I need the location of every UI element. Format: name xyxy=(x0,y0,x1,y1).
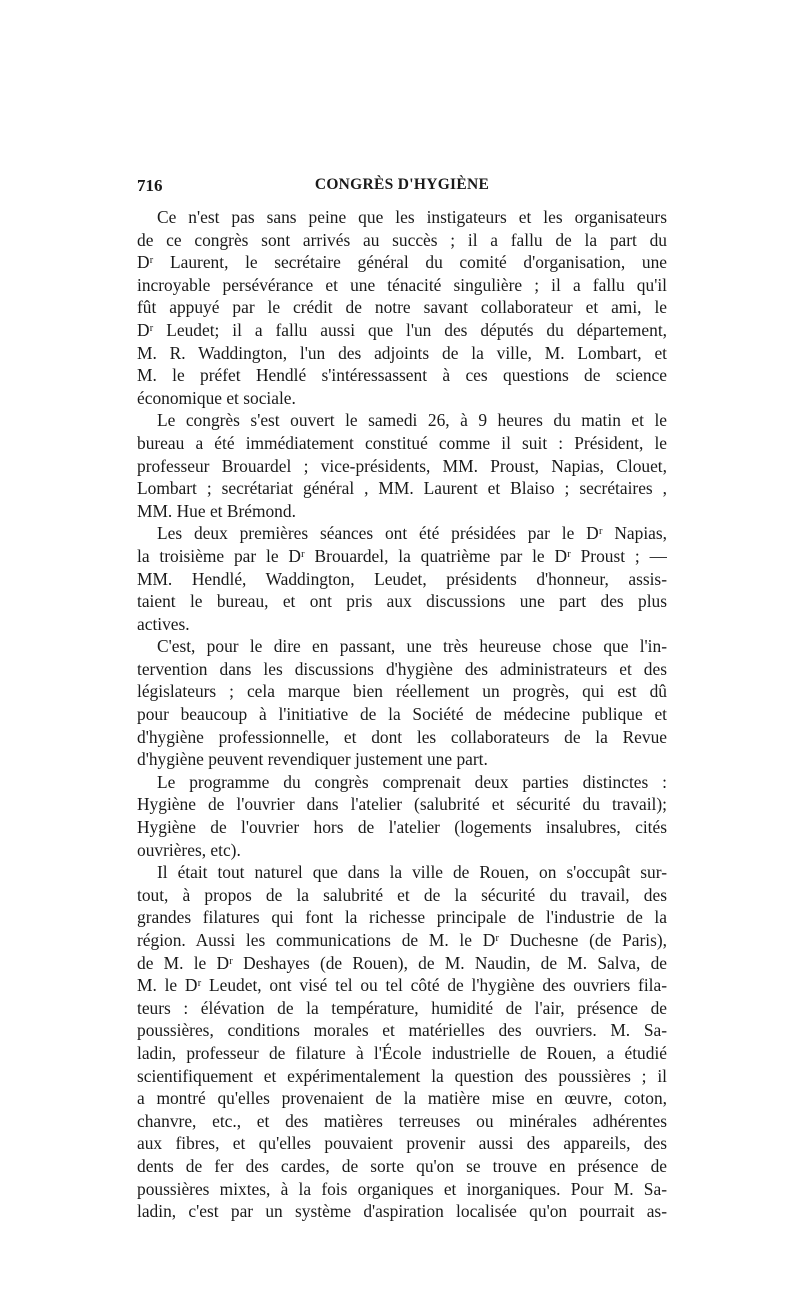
running-title: CONGRÈS D'HYGIÈNE xyxy=(314,176,490,193)
text-line: C'est, pour le dire en passant, une très heureuse chose que l'in- xyxy=(157,636,667,657)
text-line: fût appuyé par le crédit de notre savant collaborateur et ami, le xyxy=(137,297,667,318)
text-line: taient le bureau, et ont pris aux discussions une part des plus xyxy=(137,591,667,612)
text-line: grandes filatures qui font la richesse principale de l'industrie de la xyxy=(137,907,667,928)
page-number: 716 xyxy=(137,176,163,195)
body-text xyxy=(137,206,667,1223)
text-line: incroyable persévérance et une ténacité singulière ; il a fallu qu'il xyxy=(137,274,667,295)
text-line: pour beaucoup à l'initiative de la Société de médecine publique et xyxy=(137,704,667,725)
text-line: poussières, conditions morales et matérielles des ouvriers. M. Sa- xyxy=(137,1020,667,1041)
text-line: poussières mixtes, à la fois organiques et inorganiques. Pour M. Sa- xyxy=(137,1178,667,1199)
text-line: d'hygiène professionnelle, et dont les collaborateurs de la Revue xyxy=(137,726,667,747)
text-line: ladin, professeur de filature à l'École industrielle de Rouen, a étudié xyxy=(137,1042,667,1063)
text-line: région. Aussi les communications de M. le Dʳ Duchesne (de Paris), xyxy=(137,930,667,950)
text-line: tout, à propos de la salubrité et de la sécurité du travail, des xyxy=(137,884,667,905)
text-line: Dʳ Leudet; il a fallu aussi que l'un des députés du département, xyxy=(137,319,667,340)
text-line: Le programme du congrès comprenait deux parties distinctes : xyxy=(157,771,667,792)
text-line: professeur Brouardel ; vice-présidents, MM. Proust, Napias, Clouet, xyxy=(137,455,667,476)
text-line: de ce congrès sont arrivés au succès ; il a fallu de la part du xyxy=(137,229,667,250)
text-line: Lombart ; secrétariat général , MM. Laurent et Blaiso ; secrétaires , xyxy=(137,478,667,499)
text-line: tervention dans les discussions d'hygiène des administrateurs et des xyxy=(137,658,667,679)
text-line: a montré qu'elles provenaient de la matière mise en œuvre, coton, xyxy=(137,1088,667,1109)
text-line: chanvre, etc., et des matières terreuses ou minérales adhérentes xyxy=(137,1110,667,1131)
text-line: Hygiène de l'ouvrier dans l'atelier (salubrité et sécurité du travail); xyxy=(137,794,667,815)
text-line: d'hygiène peuvent revendiquer justement une part. xyxy=(137,749,488,770)
text-line: teurs : élévation de la température, humidité de l'air, présence de xyxy=(137,997,667,1018)
text-line: M. R. Waddington, l'un des adjoints de la ville, M. Lombart, et xyxy=(137,342,667,363)
running-head xyxy=(137,172,667,202)
text-line: M. le préfet Hendlé s'intéressassent à ces questions de science xyxy=(137,365,667,386)
text-line: Dʳ Laurent, le secrétaire général du comité d'organisation, une xyxy=(137,252,667,273)
text-line: M. le Dʳ Leudet, ont visé tel ou tel côté de l'hygiène des ouvriers fila- xyxy=(137,975,667,996)
text-line: la troisième par le Dʳ Brouardel, la quatrième par le Dʳ Proust ; — xyxy=(137,545,667,566)
text-line: dents de fer des cardes, de sorte qu'on se trouve en présence de xyxy=(137,1155,667,1176)
text-line: aux fibres, et qu'elles pouvaient provenir aussi des appareils, des xyxy=(137,1133,667,1154)
text-line: actives. xyxy=(137,613,190,634)
text-line: Les deux premières séances ont été présidées par le Dʳ Napias, xyxy=(157,523,667,544)
text-line: économique et sociale. xyxy=(137,387,296,408)
text-line: Hygiène de l'ouvrier hors de l'atelier (logements insalubres, cités xyxy=(137,817,667,838)
book-page xyxy=(137,172,667,1223)
text-line: de M. le Dʳ Deshayes (de Rouen), de M. Naudin, de M. Salva, de xyxy=(137,952,667,973)
text-line: ladin, c'est par un système d'aspiration localisée qu'on pourrait as- xyxy=(137,1201,667,1222)
text-line: législateurs ; cela marque bien réellement un progrès, qui est dû xyxy=(137,681,667,702)
text-line: Il était tout naturel que dans la ville de Rouen, on s'occupât sur- xyxy=(157,862,667,883)
text-line: bureau a été immédiatement constitué comme il suit : Président, le xyxy=(137,432,667,453)
text-line: MM. Hendlé, Waddington, Leudet, présidents d'honneur, assis- xyxy=(137,568,667,589)
text-line: scientifiquement et expérimentalement la question des poussières ; il xyxy=(137,1065,667,1086)
text-line: MM. Hue et Brémond. xyxy=(137,500,296,521)
text-line: ouvrières, etc). xyxy=(137,839,241,860)
text-line: Ce n'est pas sans peine que les instigateurs et les organisateurs xyxy=(157,207,667,227)
text-line: Le congrès s'est ouvert le samedi 26, à 9 heures du matin et le xyxy=(157,410,667,431)
